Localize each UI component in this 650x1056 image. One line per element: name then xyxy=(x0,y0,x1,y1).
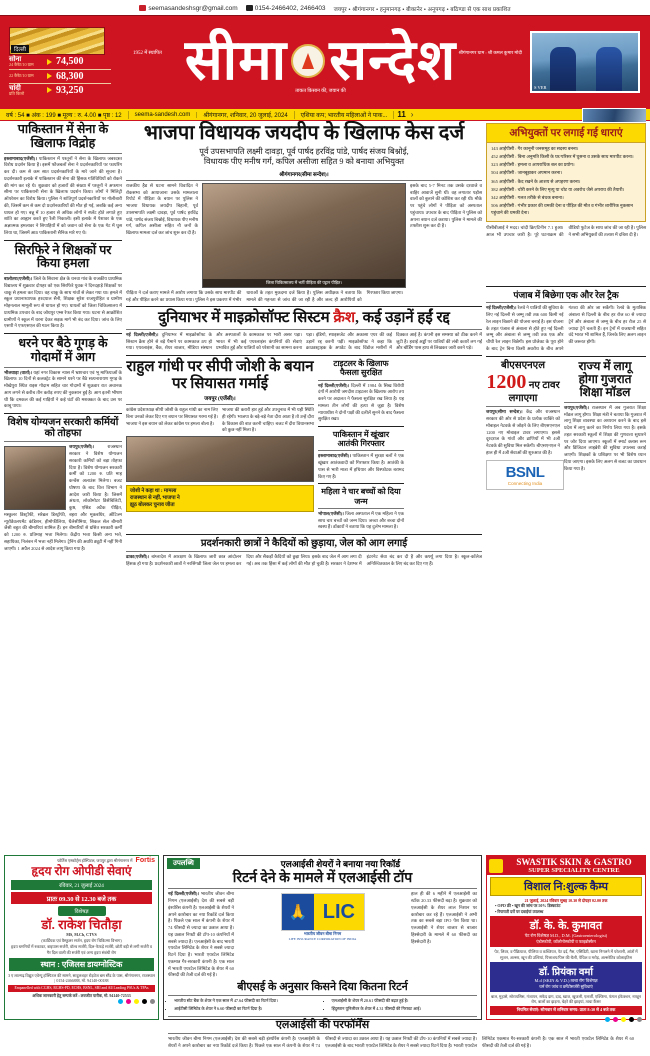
divider xyxy=(4,441,122,442)
divider xyxy=(318,483,404,484)
body-text: दिल्ली में 1984 के सिख विरोधी दंगों में आरोपी जगदीश टाइटलर के खिलाफ आरोप तय करने पर अदालत ने फैसला सुरक्षित रख लिया है। यह मामला तीन लोगों की हत्या से जुड़ा है। विशेष न्यायाधीश ने दोनों पक्षों की दलीलें सुनने के बाद फैसला सुरक्षित रखा। xyxy=(318,382,405,422)
divider xyxy=(486,406,560,407)
bsnl-headline-number: 1200 xyxy=(486,370,527,393)
section-item: 382 आईपीसी : चोरी करने के लिए मृत्यु या चोट या अवरोध जैसे अपराध की तैयारी। xyxy=(491,186,625,192)
quote-callout-box xyxy=(126,485,314,512)
divider xyxy=(126,551,482,552)
politician-portrait-photo xyxy=(4,446,66,510)
section-item: 452 आईपीसी : बिना अनुमति किसी के घर/परिसर में घुसना व उसके साथ मारपीट करना। xyxy=(491,154,634,160)
lic-kicker: उपलब्धि xyxy=(167,858,200,869)
story-body xyxy=(4,444,122,552)
masthead xyxy=(0,15,650,108)
section-item: 504 आईपीसी : जानबूझकर अपमान करना। xyxy=(491,170,563,176)
top-contact-bar xyxy=(0,0,650,15)
dateline: जयपुर(एजेंसी)। xyxy=(69,444,95,450)
title-part-right: सन्देश xyxy=(329,30,457,92)
lic-body-right: हाल ही की 6 महीने में एलआईसी का स्टॉक 20.33 फीसदी बढ़ा है। शुक्रवार को एलआईसी के शेयर लाल निशान पर कारोबार कर रहे हैं। एलआईसी ने अभी तक का सबसे बड़ा IPO पेश किया था। एलआईसी ने शेयर बाजार से बाजार हिस्सेदारी के मामले में 60 फीसदी का हिस्सेदारी है। xyxy=(411,891,477,944)
story-punjab-rail[interactable] xyxy=(486,290,646,353)
dateline: इस्लामाबाद(एजेंसी)। xyxy=(4,155,37,161)
ad-fortis-cardiology[interactable] xyxy=(4,855,159,1020)
body-text: पाकिस्तान में सुरक्षा बलों ने एक खूंखार आतंकवादी को गिरफ्तार किया है। आतंकी के पास से भारी मात्रा में हथियार और विस्फोटक बरामद किए गए हैं। xyxy=(318,453,405,479)
hospital-victim-photo xyxy=(202,183,406,288)
story-microsoft-crash[interactable] xyxy=(126,310,482,352)
doctor-2-degrees: M.d (SKIN & V.D.) त्वचा रोग विशेषज्ञ xyxy=(534,977,598,983)
fortis-logo: Fortis xyxy=(135,857,155,864)
phone-item[interactable] xyxy=(246,5,326,12)
dateline: जयपुर (एजेंसी)। xyxy=(204,396,236,403)
headline: पाकिस्तान में सेना के खिलाफ विद्रोह xyxy=(17,122,109,150)
headline: प्रदर्शनकारी छात्रों ने कैदियों को छुड़ाया, जेल को आग लगाई xyxy=(200,538,408,550)
dot-magenta xyxy=(613,1017,618,1022)
pak-story-body xyxy=(318,453,404,480)
ad-swastik-clinic[interactable] xyxy=(486,855,646,1020)
story-body xyxy=(486,409,560,456)
section-item: 323 आईपीसी : हमला व आपराधिक बल का प्रयोग। xyxy=(491,162,575,168)
promo-headline[interactable]: एशिया कप; भारतीय महिलाओं ने पाक... xyxy=(295,111,395,119)
doctor-1-name: डॉ. के. के. कुमावत xyxy=(529,920,603,933)
cp-joshi-photo xyxy=(126,436,314,482)
lead-body-col3: इसके बाद 5-7 मिनट तक उसके दरवाजे व बाहिर आवाजें सुनी थीं। वह लगातार पड़ोस वालों को बुलाने की कोशिश कर रही थी। मौके पर पहुंचे लोगों ने पीड़िता को अस्पताल पहुंचाया। उपचार के बाद पीड़िता ने पुलिस को अपना बयान दर्ज कराया। पुलिस ने मामले की तफ्तीश शुरू कर दी है। xyxy=(410,182,482,229)
camp-offer-2: • रियायती दरों पर दवाईयां उपलब्ध xyxy=(495,908,544,914)
body-text: राजस्थान में अब गुजरात शिक्षा मॉडल लागू होगा। शिक्षा मंत्री ने बताया कि गुजरात में लागू शिक्षा व्यवस्था का अध्ययन करने के बाद इसे प्रदेश में लागू करने का निर्णय लिया गया है। इसके तहत सरकारी स्कूलों में शिक्षा की गुणवत्ता सुधारने पर जोर दिया जाएगा। स्कूलों में स्मार्ट क्लास रूम और डिजिटल लाइब्रेरी की सुविधा उपलब्ध कराई जाएगी। शिक्षकों के प्रशिक्षण पर भी विशेष ध्यान दिया जाएगा। इसके लिए अलग से बजट का प्रावधान किया गया है। xyxy=(564,404,646,471)
issue-meta: वर्ष : 54 ■ अंक : 199 ■ मूल्य : रु. 4.00 ■ पृष्ठ : 12 xyxy=(0,111,129,119)
headline-line-2: होगा गुजरात xyxy=(578,371,632,386)
divider xyxy=(126,534,482,535)
lic-logo-text: LIC xyxy=(314,894,363,930)
story-pakistan-revolt[interactable] xyxy=(4,123,122,237)
rate-value: 74,500 xyxy=(56,56,84,68)
headline-line-3: शिक्षा मॉडल xyxy=(579,385,631,400)
body-text: रेलवे ने यात्रियों की सुविधा के लिए नई दिल्ली से जम्मू तवी तक 600 किमी नई रेल लाइन बिछाने की योजना बनाई है। इस योजना के तहत पंजाब से अंबाला से होते हुए नई दिल्ली जम्मू और अंबाला से जम्मू तवी तक एक और चौथी रेल लाइन बिछेगी। इस प्रोजेक्ट के पूरा होने के बाद ट्रेन बिना किसी अवरोध के बीच अपने गंतव्य की ओर जा सकेंगी। रेलवे के मुताबिक अंबाला से दिल्ली के बीच हर रोज 60 से ज्यादा ट्रेनें और अंबाला से जम्मू के बीच हर रोज 25 से ज्यादा ट्रेनें चलती हैं। इन ट्रेनों में राजधानी सहित वंदे भारत भी शामिल हैं, जिनके लिए अलग लाइन की जरूरत होगी। xyxy=(486,305,646,351)
print-registration-dots xyxy=(5,998,158,1005)
section-item: 506 आईपीसी : गंभीर प्रकार की धमकी देना व पीड़ित की मौत व गंभीर शारीरिक नुकसान पहुंचाने की धमकी देना। xyxy=(491,203,633,215)
email-text: seemasandeshsgr@gmail.com xyxy=(148,5,238,12)
dateline: इस्लामाबाद(एजेंसी)। xyxy=(318,453,351,459)
rate-name: सोना xyxy=(9,54,22,63)
lead-headline: भाजपा विधायक जयदीप के खिलाफ केस दर्ज xyxy=(143,122,465,144)
doctor-2-procedures: चर्म रोग जांच व डर्मेटोसर्जरी सुविधाएं xyxy=(539,983,593,989)
lic-subhead: बीएसई के अनुसार किसने दिया कितना रिटर्न xyxy=(237,981,408,994)
doctor-2-conditions: बाल, मुहासे, सोरायसिस, गंजापन, सफेद दाग, दाद, खाज, खुजली, एलर्जी, एक्जिमा, फंगल इंफेक्शन, नाखून रोग, बालों का झड़ना, चेहरे की झाइयां, त्वचा कैंसर xyxy=(491,993,641,1005)
venue-label: स्थान : xyxy=(40,960,60,970)
rate-sub: प्रति किलो xyxy=(9,90,25,96)
divider xyxy=(564,402,646,403)
rate-arrow-icon xyxy=(47,59,52,65)
divider xyxy=(126,404,314,405)
headline: सिरफिरे ने शिक्षकों पर किया हमला xyxy=(14,242,112,271)
story-body xyxy=(318,383,404,424)
body-text: भारतीय जीवन बीमा निगम (एलआईसी) देश की सबसे बड़ी इंश्योरेंस कंपनी है। एलआईसी के शेयरों ने अपने कारोबार का नया रिकॉर्ड दर्ज किया है। पिछले एक साल में कंपनी के शेयर में 74 फीसदी से ज्यादा का उछाल आया है। यह उछाल निफ्टी की टॉप-10 कंपनियों में सबसे ज्यादा है। एलआईसी के बाद भारती एयरटेल लिमिटेड के शेयर ने सबसे ज्यादा रिटर्न दिया है। भारती एयरटेल लिमिटेड एकमात्र गैर-सरकारी कंपनी है। एक साल में भारती एयरटेल लिमिटेड के शेयर में 60 फीसदी की तेजी दर्ज की गई है। xyxy=(168,891,235,978)
story-body xyxy=(126,332,482,352)
lic-headline: रिटर्न देने के मामले में एलआईसी टॉप xyxy=(232,871,413,886)
headline-part-2: , कई उड़ानें हईं रद्द xyxy=(355,310,450,327)
story-rahul-gandhi[interactable] xyxy=(126,359,314,531)
venue-name: एजिलस डायग्नोस्टिक xyxy=(61,960,123,970)
dot-black xyxy=(629,1017,634,1022)
photo-caption: जिला चिकित्सालय में भर्ती पीड़िता की पट्टान पीड़ित। xyxy=(203,279,405,287)
bullet-item: • आईटीसी लिमिटेड के शेयर ने 6.60 फीसदी का रिटर्न दिया है। xyxy=(174,1006,320,1012)
clinic-name: SWASTIK SKIN & GASTRO xyxy=(505,857,643,867)
divider xyxy=(126,329,482,330)
headline: धरने पर बैठे गूगड़ के गोदामों में आग xyxy=(18,336,108,364)
ad-doctor-name: डॉ. राकेश चितौड़ा xyxy=(41,917,122,933)
dateline: जयपुर(एजेंसी)। xyxy=(564,404,590,410)
bullet-item: • भारतीय स्टेट बैंक के शेयर ने एक साल में 47.64 फीसदी का रिटर्न दिया। xyxy=(174,998,320,1004)
dateline: भीलवाड़ा (वार्ता)। xyxy=(4,369,33,375)
swastik-logo-icon xyxy=(489,859,503,873)
divider xyxy=(318,450,404,451)
bsnl-logo xyxy=(486,460,564,490)
rate-row xyxy=(9,55,111,70)
ad-specialist-tag: विशेषज्ञ xyxy=(58,906,106,916)
bullet-item: • एलआईसी के शेयर में 20.61 फीसदी की बढ़त हुई है। xyxy=(332,998,478,1004)
issue-year: वर्ष : 54 xyxy=(6,112,25,119)
lead-body-col1: राजकीय हैड से घटना सामने विवादित ने रोकसभा को आयाजाना उसके मामलाला रिपोर्ट में पीड़िता के बयान पर पुलिस ने भाजपा विधायक जयदीप बिहानी, पूर्व उपसभापति लक्ष्मी दावड़ा, पूर्व पार्षद हरविंद्र पांडे, पार्षद संजय बिश्नोई, विधायक पीए मनीष गर्ग, कपिल असीजा सहित नौ जनों के खिलाफ मामला दर्ज कर जांच शुरू कर दी है। xyxy=(126,182,198,236)
rate-sub: 24 कैरेट/10 ग्राम xyxy=(9,61,34,67)
headline: विशेष योग्यजन सरकारी कर्मियों को तोहफा xyxy=(7,417,119,440)
divider xyxy=(4,240,122,241)
dateline: ढाका(एजेंसी)। xyxy=(126,554,150,560)
dateline: बालोतरा(एजेंसी)। xyxy=(4,276,33,281)
rate-value: 68,300 xyxy=(56,70,84,82)
lead-story[interactable] xyxy=(126,123,482,303)
dot-cyan xyxy=(605,1017,610,1022)
lic-bullets-left xyxy=(168,998,320,1013)
print-registration-dots xyxy=(487,1016,645,1023)
ad-title: हृदय रोग ओपीडी सेवाएं xyxy=(31,864,132,878)
masthead-logo-area xyxy=(111,30,530,94)
divider xyxy=(126,306,482,307)
story-body xyxy=(564,405,646,473)
story-body xyxy=(4,276,122,330)
divider xyxy=(126,180,482,181)
doctor-1-conditions: पेट, लिवर, व पैंक्रियाज, पीलिया व कब्जियत, पेट दर्द, गैस, एसिडिटी, खाना निगलने में परेशानी, आंतों में सूजन, अल्सर, खून की उल्टियां, पित्ताशय/पित्त की थैली, पेचिश व मरोड़, अल्सरेटिव कोलाइटिस xyxy=(494,949,638,960)
divider xyxy=(4,367,122,368)
divider xyxy=(168,995,477,996)
story-body xyxy=(126,554,482,568)
lic-logo-hindi: भारतीय जीवन बीमा निगम xyxy=(303,931,342,937)
gold-bars-image xyxy=(9,27,105,55)
lic-logo-english: LIFE INSURANCE CORPORATION OF INDIA xyxy=(288,936,357,941)
lead-dateline: श्रीगंगानगर(सीमा सन्देश)। xyxy=(279,171,329,178)
story-special-employees[interactable] xyxy=(4,417,122,552)
ad-time-bar: प्रातः 09.30 से 12.30 बजे तक xyxy=(11,892,152,904)
rate-name: चांदी xyxy=(9,83,21,92)
chevron-right-icon[interactable]: › xyxy=(410,110,414,119)
bsnl-headline xyxy=(486,360,560,405)
rate-arrow-icon xyxy=(47,87,52,93)
dateline: नई दिल्ली(एजेंसी)। xyxy=(168,891,200,897)
rate-row xyxy=(9,84,111,98)
headline-line-1: राज्य में लागू xyxy=(578,358,632,373)
promo-thumbnail[interactable] xyxy=(582,108,646,123)
callout-line-2: राजस्थान से नहीं, भाजपा ने xyxy=(130,495,180,502)
story-body-col1: कांग्रेस प्रदेशाध्यक्ष सीपी जोशी के राहुल गांधी का नाम लिए बिना उनको लेकर दिए गए बयान पर सियासत गरमा गई है। भाजपा ने इस बयान को लेकर कांग्रेस पर हमला बोला है। xyxy=(126,407,218,426)
body-text: राजस्थान सरकार ने विशेष योग्यजन सरकारी कर्मियों को बड़ा तोहफा दिया है। विशेष योग्यजन सरकारी कर्मी को 1200 रु. प्रति माह कन्वेंस अलाउंस मिलेगा। बजट घोषणा के बाद वित्त विभाग ने आदेश जारी किया है। जिसमें अंधता, लोकोमोटर डिसेबिलिटी, कुष्ठ, एसिड अटैक पीड़ित, मस्कुलर डिस्ट्रॉफी, सरेब्रल डिस्ट्रॉफी, बहरा और मूकबधिर, ऑटिज्म न्यूरोडेवलपमेंट कंडिशन, हीमोफीलिया, थैलेसीमिया, सिकल सेल बीमारी जैसी बहुत की बीमारियां शामिल हैं। इन बीमारियों से ग्रसित सरकारी कर्मी को 1200 रु. प्रतिमाह भत्ता मिलेगा। केंद्रीय भत्ता किसी अन्य भत्ते, सहायिका, निलंबन में भत्ता नहीं मिलेगा। ट्रेनिंग की अवधि ड्यूटी में नहीं गिनी जाएगी। 1 अप्रैल 2024 से आदेश लागू किया गया है। xyxy=(4,444,122,551)
headline-line-2: फैसला सुरक्षित xyxy=(339,368,383,378)
story-bsnl-towers[interactable] xyxy=(486,360,560,493)
clinic-subtitle: SUPER SPECIALITY CENTRE xyxy=(505,867,643,874)
lead-subhead-1: पूर्व उपसभापति लक्ष्मी दावड़ा, पूर्व पार्षद हरविंद्र पांडे, पार्षद संजय बिश्नोई, xyxy=(199,146,409,156)
rate-sub: 22 कैरेट/10 ग्राम xyxy=(9,72,34,78)
callout-line-1: जोशी ने कहा था : मामला xyxy=(130,488,177,495)
lic-hands-glyph: 🙏 xyxy=(288,904,308,921)
email-icon xyxy=(139,5,146,11)
dot-yellow xyxy=(621,1017,626,1022)
divider xyxy=(168,1016,477,1017)
body-text: पाकिस्तान में पश्तूनों ने सेना के खिलाफ जबरदस्त विरोध प्रदर्शन किया है। इसमें फौजबलों सेना ने प्रदर्शनकारियों पर फायरिंग कर दी। कम से कम सात प्रदर्शनकारियों के मारे जाने की सूचना है। प्रदर्शनकारी इलाके में पाकिस्तान की सेना की हिंसक गतिविधियों को रोकने की मांग कर रहे थे। शुक्रवार को हजारों की संख्या में पश्तूनों ने अफगान सीमा पर पाकिस्तानी सेना के खिलाफ प्रदर्शन किया। लोगों ने मिलिट्री ऑपरेशन का विरोध किया। पुलिस ने शांतिपूर्ण प्रदर्शनकारियों पर गोलीबारी की, जिसमें कम से कम दो प्रदर्शनकारियों की मौत हो गई, जबकि कई अन्य घायल हो गए। बन्नू में 10 हजार से अधिक लोगों ने स्प्लेंट होते लगाते हुए शांति का आह्वान करते हुए रैली निकाली। इसी इलाके में पेशावर के एक अज्ञात्मक हमलावर ने सिपाहियों में को जवान को सेना के एक गेट में घुस लिया था, जिसमें आठ पाकिस्तानी सैनिक मारे गए थे। xyxy=(4,155,122,235)
dateline: नई दिल्ली(एजेंसी)। xyxy=(318,382,350,388)
body-text: केंद्र और राजस्थान सरकार की ओर से प्रदेश के प्रत्येक व्यक्ति को मोबाइल नेटवर्क से जोड़ने के लिए बीएसएनएल 1200 नए मोबाइल टावर लगाएगा। इससे दूरदराज के गांवों और ढाणियों में भी 4जी नेटवर्क की सुविधा मिल सकेगी। बीएसएनएल ने हाल ही में 4जी सेवाओं की शुरुआत की है। xyxy=(486,409,561,455)
lic-performance-body: भारतीय जीवन बीमा निगम (एलआईसी) देश की सबसे बड़ी इंश्योरेंस कंपनी है। एलआईसी के शेयरों ने अपने कारोबार का नया रिकॉर्ड दर्ज किया है। पिछले एक साल में कंपनी के शेयर में 74 फीसदी से ज्यादा का उछाल आया है। यह उछाल निफ्टी की टॉप-10 कंपनियों में सबसे ज्यादा है। एलआईसी के बाद भारती एयरटेल लिमिटेड के शेयर ने सबसे ज्यादा रिटर्न दिया है। भारती एयरटेल लिमिटेड एकमात्र गैर-सरकारी कंपनी है। एक साल में भारती एयरटेल लिमिटेड के शेयर में 60 फीसदी की तेजी दर्ज की गई है। xyxy=(168,1035,634,1048)
lead-story-jump-text: पीसीबीआई ने मदद। चांदी क्रिएटिनीन 7.1 हुआ। आज भी उपचार जारी है। पूरे घटनाक्रम की वीडियो फुटेज के साथ जांच की जा रही है। पुलिस ने सभी अभियुक्तों की तलाश में दबिश दी है। xyxy=(486,224,646,237)
divider xyxy=(4,333,122,334)
pak-headline-line-2: आतंकी गिरफ्तार xyxy=(337,439,385,449)
dot-magenta xyxy=(126,999,131,1004)
right-column xyxy=(486,123,646,852)
masthead-right-tagline: श्रीगंगानगर धाम : श्री कमल कुमार मोदी xyxy=(458,50,522,55)
section-item: 365 आईपीसी : कैद रखने के आशय से अपहरण करना। xyxy=(491,178,581,184)
telephone-icon xyxy=(246,5,253,11)
rate-arrow-icon xyxy=(47,73,52,79)
bullion-rates-box xyxy=(9,27,111,97)
website-link[interactable]: seema-sandesh.com xyxy=(129,112,198,118)
story-titler-verdict[interactable] xyxy=(318,359,404,531)
divider xyxy=(168,1033,477,1034)
dot-gray xyxy=(637,1017,642,1022)
headline: पंजाब में बिछेगा एक और रेल ट्रैक xyxy=(513,289,619,300)
ad-services-desc: हृदय धमनियों में रुकावट, बाइपास सर्जरी, वॉल्व सर्जरी, दिल-फेफड़े सर्जरी, छोटी बड़ी से लगी सर्जरी व गैर दिल वाली की सर्जरी एवं अन्य हृदय संबंधी रोग xyxy=(11,944,152,955)
issue-number: अंक : 199 xyxy=(31,112,56,119)
photo-overlay-text: S VER xyxy=(534,85,547,90)
issue-info-bar xyxy=(0,108,650,121)
bsnl-headline-pre: बीएसएनएल xyxy=(501,359,545,371)
divider xyxy=(168,888,477,889)
phone-text: 0154-2466402, 2466403 xyxy=(254,5,326,12)
callout-line-3: झूठ बोलकर चुनाव जीता xyxy=(130,502,175,509)
camp-title: विशाल नि:शुल्क कैम्प xyxy=(490,877,642,896)
ad-venue-bar xyxy=(9,958,154,971)
lic-body-left xyxy=(168,891,234,979)
section-item: 143 आईपीसी : गैर कानूनी जनसमूह का सदस्य बनना। xyxy=(491,146,579,151)
camp-timing: 21 जुलाई, 2024 रविवार सुबह 10.30 से दोपहर 02.00 तक xyxy=(524,898,608,903)
story-teachers-attack[interactable] xyxy=(4,244,122,331)
lic-sub-headline: एलआईसी शेयरों ने बनाया नया रिकॉर्ड xyxy=(280,859,401,869)
section-item: 342 आईपीसी : गलत तरीके से बंधक बनाना। xyxy=(491,194,564,200)
torch-emblem-icon xyxy=(291,44,325,78)
editions-list: जयपुर • श्रीगंगानगर • हनुमानगढ़ • बीकानेर • अनूपगढ़ • बठिण्डा से एक साथ प्रकाशित xyxy=(333,6,511,13)
rate-value: 93,250 xyxy=(56,84,84,96)
story-godown-fire[interactable] xyxy=(4,337,122,410)
left-column xyxy=(4,123,122,852)
dot-yellow xyxy=(134,999,139,1004)
body-text: बांग्लादेश में आरक्षण के खिलाफ जारी छात्र आंदोलन हिंसक हो गया है। प्रदर्शनकारी छात्रों ने नरसिंगडी जिला जेल पर हमला कर दिया और सैकड़ों कैदियों को छुड़ा लिया। इसके बाद जेल में आग लगा दी गई। अब तक हिंसा में कई लोगों की मौत हो चुकी है। सरकार ने देशभर में इंटरनेट सेवा बंद कर दी है और कर्फ्यू लगा दिया है। स्कूल-कॉलेज अनिश्चितकाल के लिए बंद कर दिए गए हैं। xyxy=(126,554,482,566)
dateline: जयपुर(सीमा सन्देश)। xyxy=(486,409,523,415)
email-item[interactable] xyxy=(139,5,237,12)
headline xyxy=(126,310,482,327)
sections-list xyxy=(487,143,645,221)
bsnl-logo-tagline: Connecting India xyxy=(507,480,543,486)
issue-price: मूल्य : रु. 4.00 xyxy=(62,112,97,119)
doctor-2-name: डॉ. प्रियंका वर्मा xyxy=(539,966,593,978)
bsnl-headline-post: नए टावर लगाएगा xyxy=(508,379,560,405)
dateline: नई दिल्ली(एजेंसी)। xyxy=(486,305,517,311)
headline: राहुल गांधी पर सीपी जोशी के बयान पर सियासत गर्माई xyxy=(126,359,314,392)
doctor-1-degrees: पेट रोग विशेषज्ञ M.D., D.M. (Gastroenterologist) xyxy=(524,933,608,939)
headline-part-1: दुनियाभर में माइक्रोसॉफ्ट सिस्टम xyxy=(158,310,334,327)
ad-date-bar: रविवार, 21 जुलाई 2024 xyxy=(11,880,152,890)
divider xyxy=(318,426,404,427)
place-date: श्रीगंगानगर, शनिवार, 20 जुलाई, 2024 xyxy=(197,111,294,119)
divider xyxy=(318,508,404,509)
dot-black xyxy=(142,999,147,1004)
page-body xyxy=(0,121,650,852)
ad-contact-line: अधिक जानकारी हेतु सम्पर्क करें : लवजीत पारीक, मो. 94140-72533 xyxy=(32,992,131,998)
divider xyxy=(126,355,482,356)
bullet-item: • हिंदुस्तान यूनिलीवर के शेयर में 4.31 फीसदी की गिरावट आई। xyxy=(332,1006,478,1012)
flame-shape xyxy=(302,53,314,69)
ipc-sections-box xyxy=(486,123,646,222)
divider xyxy=(486,356,646,357)
dateline: नई दिल्ली(एजेंसी)। xyxy=(126,331,159,337)
bottom-advertisement-row xyxy=(0,852,650,1048)
divider xyxy=(4,273,122,274)
doctor-1-block xyxy=(490,916,642,947)
masthead-tagline: ताकत किसान की, जवान की xyxy=(295,89,346,94)
center-column xyxy=(126,123,482,852)
story-gujarat-education-model[interactable] xyxy=(564,360,646,493)
lic-performance-head: एलआईसी की परफॉर्मेंस xyxy=(275,1018,370,1031)
body-text: यहां नगर विकास न्यास में भ्रष्टाचार एवं भू माफियाओं के खिलाफ 10 दिनों से कलक्ट्रेट के सामने धरने पर बैठे सत्यनारायण गूगड़ के मोखेपुरा स्थित राइस गोदाम सहित चार गोदामों में शुक्रवार रात अचानक आग लगने से करीब तीन करोड़ रुपए की नुकसान हुई है। आग इतनी भीषण थी कि दमकल की कई गाड़ियों ने कई घंटों की मशक्कत के बाद उस पर काबू पाया। xyxy=(4,369,123,409)
story-bangladesh-protest[interactable] xyxy=(126,538,482,568)
woman-story-body xyxy=(318,511,404,531)
doctor-1-procedures: एंडोस्कोपी, कॉलोनोस्कोपी व फाइब्रोस्कैन xyxy=(536,939,596,945)
pak-headline-line-1: पाकिस्तान में खूंखार xyxy=(332,430,390,440)
body-text: जिला अस्पताल में एक महिला ने एक साथ चार बच्चों को जन्म दिया। जच्चा और बच्चा दोनों स्वस्थ हैं। डॉक्टरों ने बताया कि यह दुर्लभ मामला है। xyxy=(318,510,404,530)
story-body xyxy=(4,370,122,411)
established-text: 1952 में स्थापित xyxy=(133,51,162,56)
clinic-hours: नियमित सेवाएं: सोमवार से शनिवार समय: प्रातः 8:30 से 4 बजे तक xyxy=(490,1006,642,1015)
headline-line-1: टाइटलर के खिलाफ xyxy=(333,359,389,369)
ad-venue-address: 3 ए लाल्गढ़ विद्युत एवेन्यू हॉस्पिटल की सामने, सादुलशहर रोड़वेज बस स्टैंड के पास, श्रीगंगानगर, राजस्थान | 0154-2466888, मो. 94140-00188 xyxy=(8,973,155,984)
rate-row xyxy=(9,70,111,84)
dateline: भोपाल(एजेंसी)। xyxy=(318,510,344,516)
story-body xyxy=(4,156,122,237)
dot-gray xyxy=(150,999,155,1004)
dot-cyan xyxy=(118,999,123,1004)
woman-story-headline: महिला ने चार बच्चों को दिया जन्म xyxy=(321,487,401,506)
ad-doctor-degrees: MS, M.Ch, CTVS xyxy=(66,932,97,938)
lead-body-continued: पीड़िता ने दर्ज कराए मामले में आरोप लगाया कि उसके साथ मारपीट की गई और पीड़ित करने का प्रयास किया गया। पुलिस ने इस प्रकरण में गंभीर धाराओं के तहत मुकदमा दर्ज किया है। पुलिस अधीक्षक ने बताया कि मामले की गहनता से जांच की जा रही है और जल्द ही आरोपियों को गिरफ्तार किया जाएगा। xyxy=(126,289,404,302)
sections-box-title: अभियुक्तों पर लगाई गई धाराएं xyxy=(487,124,645,143)
player-figure xyxy=(550,47,576,91)
lic-bullets-right xyxy=(326,998,478,1013)
publication-title xyxy=(111,30,530,92)
player-figure xyxy=(596,47,622,91)
body-text: जिले के सिवाना क्षेत्र के धनवा गांव के राजकीय प्राथमिक विद्यालय में शुक्रवार दोपहर को एक सिरफिरे युवक ने दिनदहाड़े शिक्षकों पर चाकू से हमला कर दिया। वह चाकू के साथ गांवों से लेकर गया था। हमले में स्कूल प्रधानाध्यापक हरदयाल सैनी, शिक्षक सुरेश राजपुरोहित व ग्रामीण मोहनलाल मामूली रूप से घायल हो गए। घायलों को जिला चिकित्सालय में प्राथमिक उपचार के बाद जोधपुर एम्स रेफर किया गया। घटना से आक्रोशित ग्रामीणों ने स्कूल में धरना देकर सड़क मार्ग भी बंद कर दिया। जांच के लिए एसपी ने एफएसएल की गठन किया है। xyxy=(4,276,123,329)
camp-offer-1: • OPD फ्री • खून की जांच पर 50% डिस्काउंट xyxy=(495,903,561,909)
doctor-2-block xyxy=(490,962,642,992)
issue-pages: पृष्ठ : 12 xyxy=(103,112,122,119)
divider xyxy=(4,153,122,154)
promo-page-number: 11 xyxy=(394,110,408,119)
story-body xyxy=(486,305,646,352)
ad-doctor-specialty: (कार्डियक एवं वैस्कुलर सर्जन, हृदय रोग चिकित्सा विभाग) xyxy=(41,937,122,943)
divider xyxy=(4,413,122,414)
bsnl-logo-text: BSNL xyxy=(505,463,545,481)
title-part-left: सीमा xyxy=(184,30,288,92)
body-text: दुनियाभर में माइक्रोसॉफ्ट के सिस्टम क्रैश होने से बड़े पैमाने पर कामकाज ठप हो गया। एयरलाइंस, बैंक, शेयर बाजार, मीडिया संस्थान और अस्पतालों के कामकाज पर भारी असर पड़ा। भारत में भी कई एयरलाइंस कंपनियों की सेवाएं प्रभावित हुईं और यात्रियों को परेशानी का सामना करना पड़ा। इंडिगो, स्पाइसजेट और अकासा एयर की कई उड़ानें रद्द करनी पड़ीं। माइक्रोसॉफ्ट ने कहा कि क्राउडस्ट्राइक के अपडेट के बाद विंडोज मशीनों में दिक्कत आई है। कंपनी इस समस्या को ठीक करने में जुटी है। हवाई अड्डों पर यात्रियों की लंबी कतारें लग गईं और बोर्डिंग पास हाथ से लिखकर जारी करने पड़े। xyxy=(126,331,482,351)
cricket-photo xyxy=(530,31,640,93)
divider xyxy=(486,286,646,287)
lic-logo xyxy=(281,893,365,931)
rates-city-label: दिल्ली xyxy=(11,45,29,53)
fortis-top-note: फोर्टिस एस्कॉर्ट्स हॉस्पिटल, जयपुर द्वारा श्रीगंगानगर में xyxy=(57,857,133,863)
lead-subhead-2: विधायक पीए मनीष गर्ग, कपिल असीजा सहित 9 को बनाया अभियुक्त xyxy=(203,157,405,167)
ad-empanelment: Empanelled with CGHS, RGHS-PD, ECHS, BSNL, SBI and All Leading PSUs & TPAs xyxy=(8,985,155,992)
divider xyxy=(318,380,404,381)
lic-emblem-icon xyxy=(282,894,315,930)
divider xyxy=(486,302,646,303)
headline-highlight: क्रैश xyxy=(333,310,356,327)
story-body-col2: भाजपा की करारी हार हुई और उपचुनाव में भी यही स्थिति ही रहेगी। भाजपा के बड़े-बड़े नेता दौरा आता है तो उन्हें दौरा के विकास की बात करनी चाहिए। बजट में दौरा विधानसभा को कुछ नहीं मिला है। xyxy=(222,407,314,433)
